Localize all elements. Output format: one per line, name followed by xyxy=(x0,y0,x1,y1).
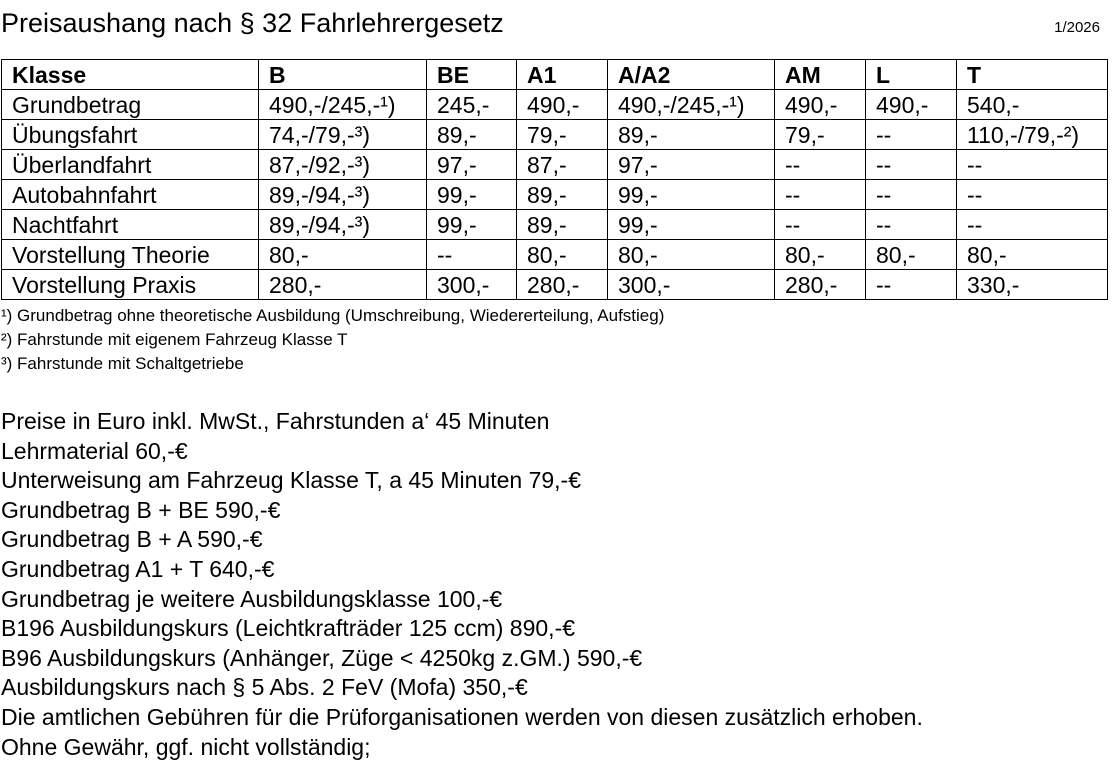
table-cell: 97,- xyxy=(427,150,517,180)
column-header: B xyxy=(259,60,427,90)
table-cell: 89,- xyxy=(608,120,775,150)
table-row xyxy=(2,120,1108,150)
page-title: Preisaushang nach § 32 Fahrlehrergesetz xyxy=(1,8,504,38)
note-line: Ausbildungskurs nach § 5 Abs. 2 FeV (Mofa) 350,-€ xyxy=(1,674,528,701)
table-cell: 80,- xyxy=(608,240,775,270)
table-cell: 87,-/92,-³) xyxy=(259,150,427,180)
table-row xyxy=(2,240,1108,270)
note-line: Unterweisung am Fahrzeug Klasse T, a 45 Minuten 79,-€ xyxy=(1,467,581,494)
table-cell: 80,- xyxy=(957,240,1108,270)
column-header: A/A2 xyxy=(608,60,775,90)
table-cell: 87,- xyxy=(517,150,608,180)
table-row xyxy=(2,270,1108,300)
column-header: Klasse xyxy=(2,60,259,90)
footnotes xyxy=(1,304,664,376)
column-header: A1 xyxy=(517,60,608,90)
table-cell: -- xyxy=(775,180,866,210)
row-label: Grundbetrag xyxy=(2,90,259,120)
table-cell: 79,- xyxy=(517,120,608,150)
table-cell: 300,- xyxy=(608,270,775,300)
table-cell: 74,-/79,-³) xyxy=(259,120,427,150)
table-cell: 80,- xyxy=(866,240,957,270)
table-cell: 110,-/79,-²) xyxy=(957,120,1108,150)
table-cell: 99,- xyxy=(427,180,517,210)
table-cell: -- xyxy=(957,150,1108,180)
row-label: Überlandfahrt xyxy=(2,150,259,180)
table-cell: -- xyxy=(866,180,957,210)
table-cell: 89,-/94,-³) xyxy=(259,210,427,240)
table-cell: 80,- xyxy=(775,240,866,270)
table-cell: 490,- xyxy=(775,90,866,120)
column-header: BE xyxy=(427,60,517,90)
table-row xyxy=(2,150,1108,180)
table-row xyxy=(2,180,1108,210)
row-label: Übungsfahrt xyxy=(2,120,259,150)
table-cell: 490,-/245,-¹) xyxy=(259,90,427,120)
table-cell: 89,- xyxy=(517,180,608,210)
price-notes xyxy=(1,407,923,762)
date-label: 1/2026 xyxy=(1054,19,1100,36)
table-cell: 490,-/245,-¹) xyxy=(608,90,775,120)
note-line: Grundbetrag B + BE 590,-€ xyxy=(1,496,281,523)
table-cell: 80,- xyxy=(259,240,427,270)
table-cell: 245,- xyxy=(427,90,517,120)
table-cell: 490,- xyxy=(517,90,608,120)
table-cell: 97,- xyxy=(608,150,775,180)
table-cell: -- xyxy=(866,210,957,240)
table-header-row xyxy=(2,60,1108,90)
note-line: Grundbetrag je weitere Ausbildungsklasse 100,-€ xyxy=(1,585,503,612)
note-line: B196 Ausbildungskurs (Leichtkrafträder 125 ccm) 890,-€ xyxy=(1,615,576,642)
row-label: Nachtfahrt xyxy=(2,210,259,240)
row-label: Vorstellung Theorie xyxy=(2,240,259,270)
table-cell: 99,- xyxy=(608,180,775,210)
table-cell: 300,- xyxy=(427,270,517,300)
table-cell: 79,- xyxy=(775,120,866,150)
note-line: Preise in Euro inkl. MwSt., Fahrstunden a‘ 45 Minuten xyxy=(1,408,550,434)
note-line: Ohne Gewähr, ggf. nicht vollständig; xyxy=(1,733,371,760)
footnote-2: ²) Fahrstunde mit eigenem Fahrzeug Klasse T xyxy=(1,330,348,349)
table-cell: -- xyxy=(866,120,957,150)
table-cell: 99,- xyxy=(608,210,775,240)
table-cell: 89,- xyxy=(427,120,517,150)
price-table xyxy=(1,59,1108,300)
column-header: T xyxy=(957,60,1108,90)
footnote-3: ³) Fahrstunde mit Schaltgetriebe xyxy=(1,354,244,373)
table-cell: 490,- xyxy=(866,90,957,120)
table-cell: -- xyxy=(775,210,866,240)
table-row xyxy=(2,90,1108,120)
table-cell: 89,-/94,-³) xyxy=(259,180,427,210)
footnote-1: ¹) Grundbetrag ohne theoretische Ausbildung (Umschreibung, Wiedererteilung, Aufstieg) xyxy=(1,306,665,325)
row-label: Autobahnfahrt xyxy=(2,180,259,210)
table-cell: 330,- xyxy=(957,270,1108,300)
row-label: Vorstellung Praxis xyxy=(2,270,259,300)
table-cell: 89,- xyxy=(517,210,608,240)
note-line: Die amtlichen Gebühren für die Prüforganisationen werden von diesen zusätzlich erhoben. xyxy=(1,703,923,730)
table-cell: -- xyxy=(427,240,517,270)
table-cell: -- xyxy=(866,150,957,180)
table-cell: 280,- xyxy=(259,270,427,300)
table-cell: 99,- xyxy=(427,210,517,240)
note-line: Lehrmaterial 60,-€ xyxy=(1,437,188,464)
table-cell: -- xyxy=(957,180,1108,210)
table-cell: 280,- xyxy=(517,270,608,300)
table-cell: 540,- xyxy=(957,90,1108,120)
table-cell: 80,- xyxy=(517,240,608,270)
table-cell: -- xyxy=(775,150,866,180)
note-line: B96 Ausbildungskurs (Anhänger, Züge < 4250kg z.GM.) 590,-€ xyxy=(1,644,643,671)
table-cell: 280,- xyxy=(775,270,866,300)
column-header: L xyxy=(866,60,957,90)
table-row xyxy=(2,210,1108,240)
table-cell: -- xyxy=(866,270,957,300)
table-cell: -- xyxy=(957,210,1108,240)
note-line: Grundbetrag A1 + T 640,-€ xyxy=(1,555,275,582)
note-line: Grundbetrag B + A 590,-€ xyxy=(1,526,263,553)
column-header: AM xyxy=(775,60,866,90)
